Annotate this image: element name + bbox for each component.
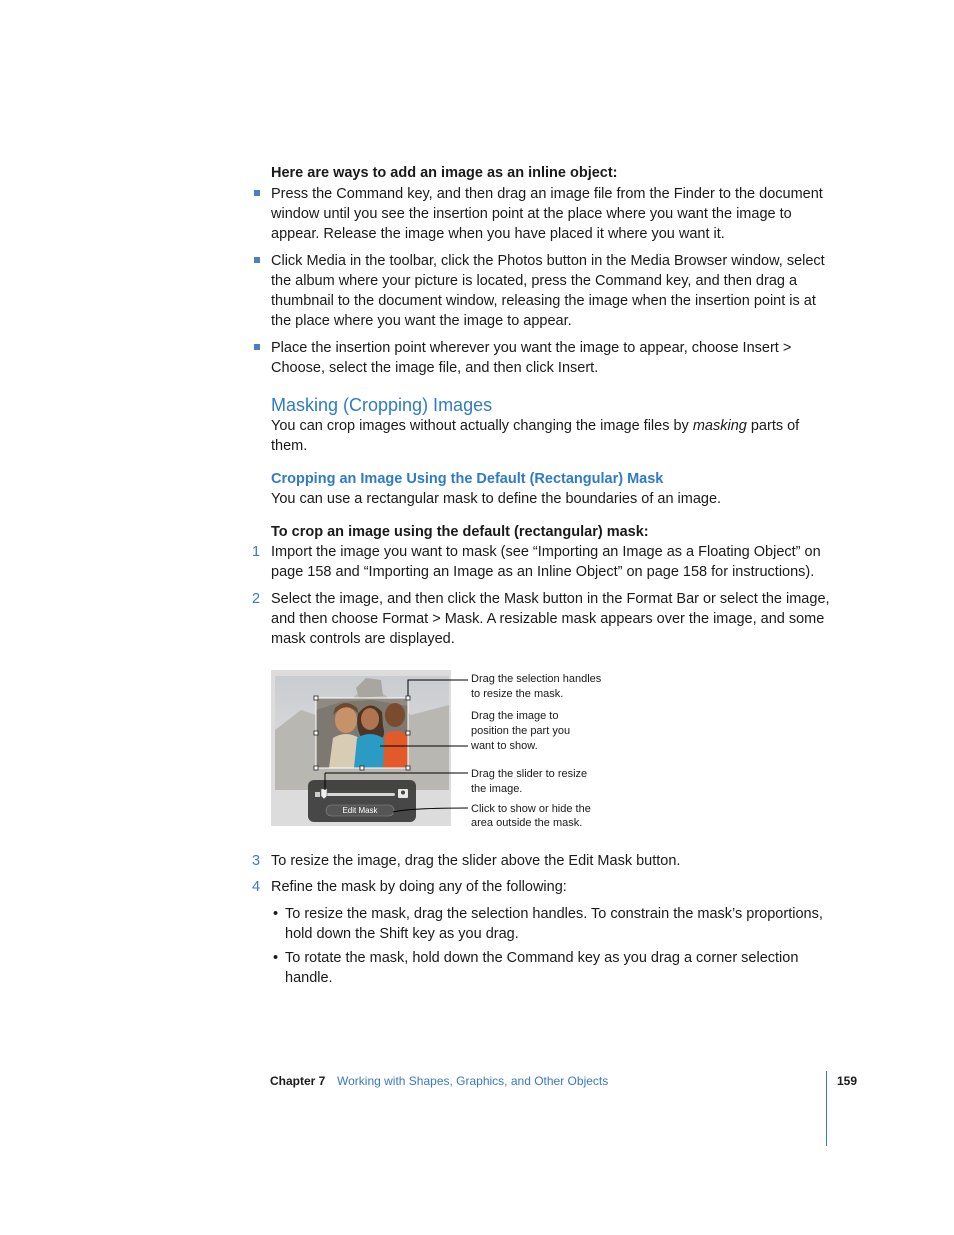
- bullet-line: Choose, select the image file, and then click Insert.: [271, 360, 599, 376]
- bullet-line: Press the Command key, and then drag an image file from the Finder to the document: [271, 186, 823, 202]
- callout-caption: want to show.: [471, 740, 538, 752]
- callout-caption: Click to show or hide the: [471, 803, 591, 815]
- edit-mask-button[interactable]: Edit Mask: [342, 806, 378, 815]
- callout-caption: Drag the selection handles: [471, 673, 602, 685]
- sub-bullet-line: handle.: [285, 970, 333, 986]
- section-title: Masking (Cropping) Images: [271, 395, 493, 415]
- intro-heading: Here are ways to add an image as an inline object:: [271, 165, 618, 181]
- section-intro-text: parts of: [746, 418, 800, 434]
- sub-bullet-line: To rotate the mask, hold down the Command key as you drag a corner selection: [285, 950, 799, 966]
- callout-caption: Drag the image to: [471, 710, 559, 722]
- callout-caption: area outside the mask.: [471, 817, 583, 829]
- procedure-heading: To crop an image using the default (rectangular) mask:: [271, 524, 649, 540]
- bullet-marker: [254, 190, 260, 196]
- step-line: page 158 and “Importing an Image as an Inline Object” on page 158 for instructions).: [271, 564, 815, 580]
- bullet-marker: [254, 257, 260, 263]
- page-number: 159: [837, 1074, 858, 1088]
- subsection-title: Cropping an Image Using the Default (Rectangular) Mask: [271, 471, 664, 487]
- step-line: To resize the image, drag the slider above the Edit Mask button.: [271, 853, 681, 869]
- callout-caption: Drag the slider to resize: [471, 768, 588, 780]
- bullet-line: thumbnail to the document window, releasing the image when the insertion point is at: [271, 293, 816, 309]
- step-line: Refine the mask by doing any of the following:: [271, 879, 567, 895]
- bullet-line: appear. Release the image when you have placed it where you want it.: [271, 226, 725, 242]
- bullet-line: Click Media in the toolbar, click the Photos button in the Media Browser window, select: [271, 253, 825, 269]
- sub-bullet-line: hold down the Shift key as you drag.: [285, 926, 519, 942]
- section-intro: [271, 416, 799, 436]
- step-line: and then choose Format > Mask. A resizable mask appears over the image, and some: [271, 611, 825, 627]
- step-number: 3: [252, 853, 261, 869]
- mask-photo-illustration: [271, 670, 451, 826]
- footer-chapter-title: Working with Shapes, Graphics, and Other Objects: [337, 1074, 609, 1088]
- bullet-marker: [254, 344, 260, 350]
- bullet-line: window until you see the insertion point at the place where you want the image to: [271, 206, 792, 222]
- sub-bullet-line: To resize the mask, drag the selection handles. To constrain the mask’s proportions,: [285, 906, 823, 922]
- step-number: 2: [252, 591, 261, 607]
- step-number: 4: [252, 879, 261, 895]
- step-line: Select the image, and then click the Mask button in the Format Bar or select the image,: [271, 591, 830, 607]
- section-intro-italic: masking: [692, 418, 747, 434]
- bullet-line: the place where you want the image to appear.: [271, 313, 572, 329]
- section-intro-text: You can crop images without actually changing the image files by: [271, 418, 693, 434]
- subsection-intro: You can use a rectangular mask to define the boundaries of an image.: [271, 491, 722, 507]
- bullet-line: Place the insertion point wherever you want the image to appear, choose Insert >: [271, 340, 792, 356]
- step-number: 1: [252, 544, 261, 560]
- step-line: mask controls are displayed.: [271, 631, 455, 647]
- section-intro-line2: them.: [271, 438, 308, 454]
- sub-bullet-marker: •: [273, 950, 279, 966]
- callout-caption: the image.: [471, 783, 523, 795]
- footer-divider: [826, 1071, 827, 1146]
- footer-chapter-label: Chapter 7: [270, 1074, 326, 1088]
- callout-caption: position the part you: [471, 725, 571, 737]
- sub-bullet-marker: •: [273, 906, 279, 922]
- callout-caption: to resize the mask.: [471, 688, 564, 700]
- mask-figure: [271, 670, 451, 826]
- step-line: Import the image you want to mask (see “Importing an Image as a Floating Object” on: [271, 544, 821, 560]
- bullet-line: the album where your picture is located, press the Command key, and then drag a: [271, 273, 798, 289]
